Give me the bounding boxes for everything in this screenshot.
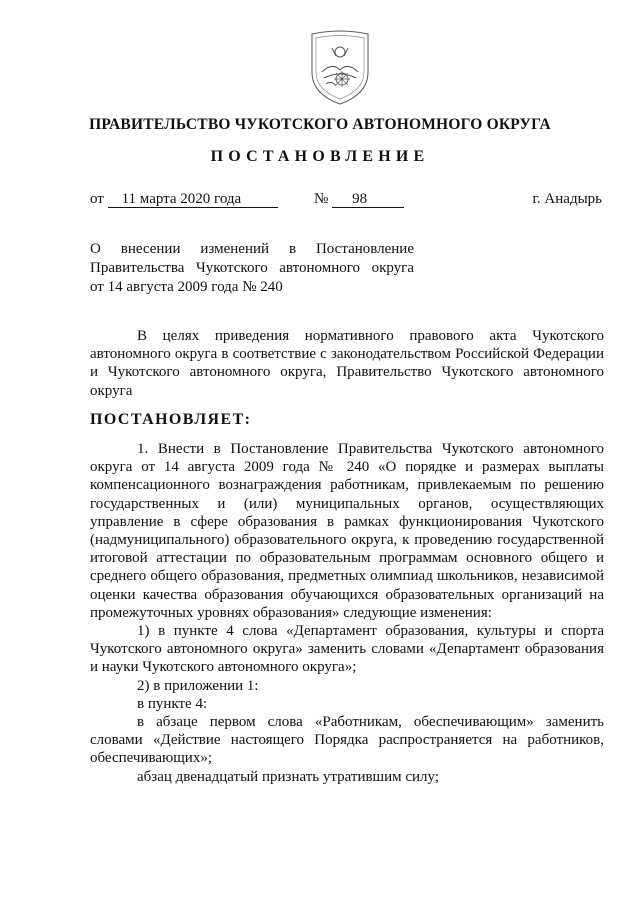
decree-subject [90,240,414,297]
document-type: ПОСТАНОВЛЕНИЕ [210,148,430,165]
chukotka-coat-of-arms-icon [302,26,378,106]
city: г. Анадырь [532,191,602,207]
decree-date [90,190,278,208]
date-prefix: от [90,191,104,207]
clause-paragraph: 1. Внести в Постановление Правительства Чукотского автономного округа от 14 августа 2009 года № 240 «О порядке и размерах выплаты компенсационного вознаграждения работникам, привлекаемым по решению государственных и (или) муниципальных органов, осуществляющих управление в сфере образования в рамках функционирования Чукотского (надмуниципального) образовательного округа, к проведению государственной итоговой аттестации по образовательным программам основного общего и среднего общего образования, предметных олимпиад школьников, независимой оценки качества образования обучающихся образовательных организаций на промежуточных уровнях образования» следующие изменения: [90,441,604,621]
clauses [90,440,604,786]
government-title: ПРАВИТЕЛЬСТВО ЧУКОТСКОГО АВТОНОМНОГО ОКРУГА [89,116,551,133]
resolution-heading: ПОСТАНОВЛЯЕТ: [90,411,252,428]
preamble: В целях приведения нормативного правового акта Чукотского автономного округа в соответствие с законодательством Российской Федерации и Чукотского автономного округа, Правительство Чукотского автономного округа [90,328,604,399]
number-prefix: № [314,191,329,207]
decree-number [314,190,404,208]
clause-paragraph: абзац двенадцатый признать утратившим силу; [137,768,440,785]
subject-line: Правительства Чукотского автономного округа [90,260,414,276]
clause-paragraph: 1) в пункте 4 слова «Департамент образования, культуры и спорта Чукотского автономного округа» заменить словами «Департамент образования и науки Чукотского автономного округа»; [90,623,604,676]
subject-line: О внесении изменений в Постановление [90,241,414,257]
number-value: 98 [332,191,404,208]
clause-paragraph: в пункте 4: [137,695,208,712]
clause-paragraph: в абзаце первом слова «Работникам, обеспечивающим» заменить словами «Действие настоящего Порядка распространяется на работников, обеспечивающих»; [90,714,604,767]
clause-paragraph: 2) в приложении 1: [137,677,259,694]
date-value: 11 марта 2020 года [108,191,278,208]
subject-line: от 14 августа 2009 года № 240 [90,279,283,295]
